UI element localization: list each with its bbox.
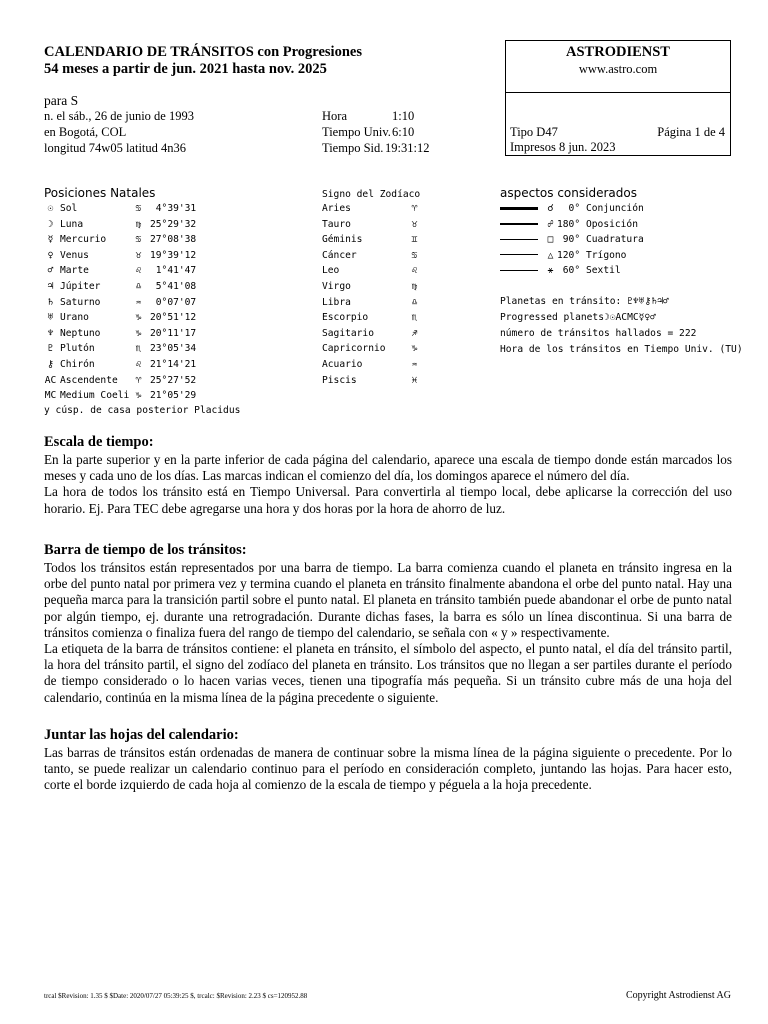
natal-row — [44, 390, 197, 402]
zodiac-row — [322, 312, 418, 324]
natal-footnote: y cúsp. de casa posterior Placidus — [44, 405, 241, 416]
sign-symbol-icon: ♍ — [135, 218, 142, 230]
revision-footer: trcal $Revision: 1.35 $ $Date: 2020/07/27 05:39:25 $, trcalc: $Revision: 2.23 $ cs=120952.88 — [44, 992, 308, 1000]
aspect-name: Oposición — [586, 218, 638, 230]
birth-line: n. el sáb., 26 de junio de 1993 — [44, 109, 194, 123]
planet-symbol-icon: MC — [44, 390, 57, 402]
planet-name: Saturno — [60, 296, 101, 308]
planet-name: Medium Coeli — [60, 390, 130, 402]
print-date: Impresos 8 jun. 2023 — [510, 140, 616, 154]
aspect-degree: 180° — [557, 218, 581, 230]
aspect-degree: 60° — [557, 265, 581, 277]
natal-row — [44, 265, 197, 277]
aspect-symbol-icon: ⚹ — [547, 265, 554, 277]
natal-row — [44, 203, 197, 214]
sign-name: Cáncer — [322, 249, 357, 261]
univ-value: 6:10 — [392, 125, 415, 139]
aspect-symbol-icon: ☌ — [547, 203, 554, 214]
sign-name: Acuario — [322, 359, 363, 370]
zodiac-sign-icon: ♋ — [411, 249, 418, 261]
sign-symbol-icon: ♒ — [135, 296, 142, 308]
natal-row — [44, 296, 197, 308]
aspects-heading: aspectos considerados — [500, 186, 637, 200]
planet-symbol-icon: ☿ — [47, 234, 54, 246]
planet-symbol-icon: ♅ — [47, 312, 54, 324]
sign-name: Virgo — [322, 281, 351, 292]
transit-planets: Planetas en tránsito: ♇♆♅⚷♄♃♂ — [500, 296, 669, 307]
planet-name: Júpiter — [60, 281, 101, 292]
natal-row — [44, 218, 197, 230]
section-paragraph: Todos los tránsitos están representados por una barra de tiempo. La barra comienza cuando el planeta en tránsito ingresa en la orbe del punto natal por primera vez y termina cuando el planeta en tránsito finalmente abandona el orbe del punto natal. Hay una pequeña marca para la transición partil sobre el punto natal. El planeta en tránsito también puede abandonar el orbe de punto natal por algún tiempo, ej. durante una retrogradación. Durante dichas fases, la barra es sólo un línea discontinua. Si una barra de tránsitos comienza o finaliza fuera del rango de tiempo del calendario, se señala con « y » respectivamente. — [44, 560, 732, 640]
natal-row — [44, 281, 197, 292]
planet-position: 4°39'31 — [150, 203, 197, 214]
planet-position: 1°41'47 — [150, 265, 197, 277]
planet-name: Urano — [60, 312, 89, 324]
sign-symbol-icon: ♌ — [135, 265, 142, 277]
brand-name: ASTRODIENST — [566, 44, 670, 60]
transit-time-note: Hora de los tránsitos en Tiempo Univ. (TU) — [500, 344, 743, 355]
section-paragraph: La hora de todos los tránsito está en Tiempo Universal. Para convertirla al tiempo local, debe aplicarse la corrección del uso horario. Ej. Para TEC debe agregarse una hora y dos horas por la hora de ahorro de luz. — [44, 484, 732, 516]
progressed-planets: Progressed planets☽☉ACMC☿♀♂ — [500, 312, 656, 323]
sid-label: Tiempo Sid. — [322, 141, 384, 155]
sign-name: Piscis — [322, 374, 357, 386]
planet-position: 20°11'17 — [150, 327, 197, 339]
planet-name: Marte — [60, 265, 89, 277]
aspect-name: Cuadratura — [586, 234, 644, 246]
aspect-row — [500, 234, 644, 246]
aspect-row — [500, 218, 638, 230]
sid-value: 19:31:12 — [385, 141, 430, 155]
hora-label: Hora — [322, 109, 347, 123]
zodiac-row — [322, 249, 418, 261]
aspect-line-sample — [500, 270, 538, 271]
sign-name: Libra — [322, 296, 351, 308]
copyright-footer: Copyright Astrodienst AG — [625, 990, 731, 1001]
section-time-scale — [44, 433, 732, 517]
planet-symbol-icon: ☽ — [47, 218, 54, 230]
sign-symbol-icon: ♑ — [135, 327, 142, 339]
planet-symbol-icon: ⚷ — [46, 359, 55, 370]
univ-label: Tiempo Univ. — [322, 125, 391, 139]
astrodienst-box — [505, 40, 731, 156]
aspect-name: Conjunción — [586, 203, 644, 214]
section-paragraph: Las barras de tránsitos están ordenadas de manera de continuar sobre la misma línea de la página siguiente o precedente. Por lo tanto, se puede realizar un calendario continuo para el período en consideración completo, juntando las hojas. Para hacer esto, corte el borde izquierdo de cada hoja al comienzo de la escala de tiempo y péguela a la hoja precedente. — [44, 745, 732, 793]
planet-name: Mercurio — [60, 234, 107, 246]
zodiac-sign-icon: ♍ — [411, 281, 418, 292]
aspect-name: Trígono — [586, 249, 627, 261]
natal-row — [44, 343, 197, 355]
aspect-row — [500, 203, 644, 214]
planet-position: 0°07'07 — [150, 296, 197, 308]
box-divider — [506, 92, 730, 93]
aspect-degree: 120° — [557, 249, 581, 261]
zodiac-sign-icon: ♌ — [411, 265, 418, 277]
sign-name: Géminis — [322, 234, 363, 246]
planet-name: Chirón — [60, 359, 95, 370]
transit-count: número de tránsitos hallados = 222 — [500, 328, 697, 339]
zodiac-sign-icon: ♐ — [411, 327, 418, 339]
sign-symbol-icon: ♎ — [135, 281, 142, 292]
sign-symbol-icon: ♑ — [135, 312, 142, 324]
planet-symbol-icon: ♇ — [47, 343, 54, 355]
planet-symbol-icon: ♂ — [47, 265, 54, 277]
aspect-line-sample — [500, 207, 538, 210]
sign-symbol-icon: ♌ — [135, 359, 142, 370]
natal-row — [44, 374, 197, 386]
aspect-name: Sextil — [586, 265, 621, 277]
zodiac-sign-icon: ♓ — [411, 374, 418, 386]
zodiac-sign-icon: ♏ — [411, 312, 418, 324]
tipo-label: Tipo D47 — [510, 125, 558, 139]
page-subtitle: 54 meses a partir de jun. 2021 hasta nov. 2025 — [44, 61, 327, 77]
section-paragraph: La etiqueta de la barra de tránsitos contiene: el planeta en tránsito, el símbolo del aspecto, el punto natal, el día del tránsito partil, la hora del tránsito partil, el signo del zodíaco del planeta en tránsito. Los tránsitos que no llegan a ser partiles durante el período de tiempo considerado o lo hacen varias veces, tienen una tipografía más pequeña. Si un tránsito cubre más de una hoja del calendario, continúa en la misma línea de la página precedente o siguiente. — [44, 641, 732, 705]
planet-name: Plutón — [60, 343, 95, 355]
planet-symbol-icon: ♄ — [47, 296, 54, 308]
planet-position: 25°27'52 — [150, 374, 197, 386]
planet-symbol-icon: ♆ — [47, 327, 54, 339]
zodiac-row — [322, 359, 418, 370]
zodiac-row — [322, 296, 418, 308]
zodiac-row — [322, 327, 418, 339]
sign-symbol-icon: ♏ — [135, 343, 142, 355]
zodiac-row — [322, 374, 418, 386]
page-number: Página 1 de 4 — [657, 125, 725, 139]
aspect-row — [500, 249, 627, 261]
natal-heading: Posiciones Natales — [44, 186, 156, 200]
section-transit-bar — [44, 541, 732, 706]
planet-position: 5°41'08 — [150, 281, 197, 292]
planet-name: Neptuno — [60, 327, 101, 339]
planet-position: 21°14'21 — [150, 359, 197, 370]
sign-name: Sagitario — [322, 327, 374, 339]
page-title: CALENDARIO DE TRÁNSITOS con Progresiones — [44, 44, 362, 60]
zodiac-sign-icon: ♊ — [411, 234, 418, 246]
zodiac-sign-icon: ♉ — [411, 218, 418, 230]
planet-position: 25°29'32 — [150, 218, 197, 230]
section-join-sheets — [44, 726, 732, 794]
aspect-symbol-icon: ☍ — [547, 218, 554, 230]
zodiac-row — [322, 265, 418, 277]
planet-position: 21°05'29 — [150, 390, 197, 402]
planet-position: 19°39'12 — [150, 249, 197, 261]
planet-position: 20°51'12 — [150, 312, 197, 324]
planet-position: 23°05'34 — [150, 343, 197, 355]
planet-symbol-icon: ♀ — [47, 249, 54, 261]
section-heading: Escala de tiempo: — [44, 434, 154, 450]
planet-name: Ascendente — [60, 374, 118, 386]
sign-symbol-icon: ♋ — [135, 203, 142, 214]
section-heading: Barra de tiempo de los tránsitos: — [44, 542, 247, 558]
place-line: en Bogotá, COL — [44, 125, 127, 139]
aspect-line-sample — [500, 254, 538, 255]
sign-name: Aries — [322, 203, 351, 214]
natal-row — [44, 327, 197, 339]
planet-name: Sol — [60, 203, 78, 214]
zodiac-heading: Signo del Zodíaco — [322, 189, 421, 200]
planet-symbol-icon: ♃ — [47, 281, 54, 292]
planet-symbol-icon: ☉ — [47, 203, 54, 214]
sign-symbol-icon: ♈ — [135, 374, 142, 386]
for-label: para S — [44, 93, 79, 108]
coords-line: longitud 74w05 latitud 4n36 — [44, 141, 187, 155]
zodiac-row — [322, 218, 418, 230]
hora-value: 1:10 — [392, 109, 415, 123]
aspect-symbol-icon: △ — [547, 249, 554, 261]
sign-symbol-icon: ♉ — [135, 249, 142, 261]
brand-url: www.astro.com — [578, 62, 658, 76]
natal-row — [44, 249, 197, 261]
aspect-degree: 90° — [557, 234, 581, 246]
zodiac-sign-icon: ♑ — [411, 343, 418, 355]
planet-name: Luna — [60, 218, 84, 230]
sign-name: Capricornio — [322, 343, 386, 355]
natal-row — [44, 234, 197, 246]
aspect-symbol-icon: □ — [547, 234, 554, 246]
aspect-degree: 0° — [557, 203, 581, 214]
aspect-line-sample — [500, 223, 538, 225]
sign-symbol-icon: ♑ — [135, 390, 142, 402]
zodiac-sign-icon: ♈ — [411, 203, 418, 214]
section-paragraph: En la parte superior y en la parte inferior de cada página del calendario, aparece una escala de tiempo donde están marcados los meses y cada uno de los días. Las marcas indican el comienzo del día, los domingos aparece el número del día. — [44, 452, 732, 484]
natal-row — [44, 312, 197, 324]
aspect-row — [500, 265, 621, 277]
planet-symbol-icon: AC — [44, 374, 57, 386]
zodiac-row — [322, 234, 418, 246]
planet-position: 27°08'38 — [150, 234, 197, 246]
zodiac-sign-icon: ♎ — [411, 296, 418, 308]
zodiac-row — [322, 281, 418, 292]
aspect-line-sample — [500, 239, 538, 240]
natal-row — [44, 359, 197, 370]
sign-name: Tauro — [322, 218, 351, 230]
zodiac-row — [322, 203, 418, 214]
sign-name: Leo — [322, 265, 340, 277]
sign-name: Escorpio — [322, 312, 369, 324]
zodiac-row — [322, 343, 418, 355]
section-heading: Juntar las hojas del calendario: — [44, 727, 239, 743]
zodiac-sign-icon: ♒ — [411, 359, 418, 370]
planet-name: Venus — [60, 249, 89, 261]
sign-symbol-icon: ♋ — [135, 234, 142, 246]
